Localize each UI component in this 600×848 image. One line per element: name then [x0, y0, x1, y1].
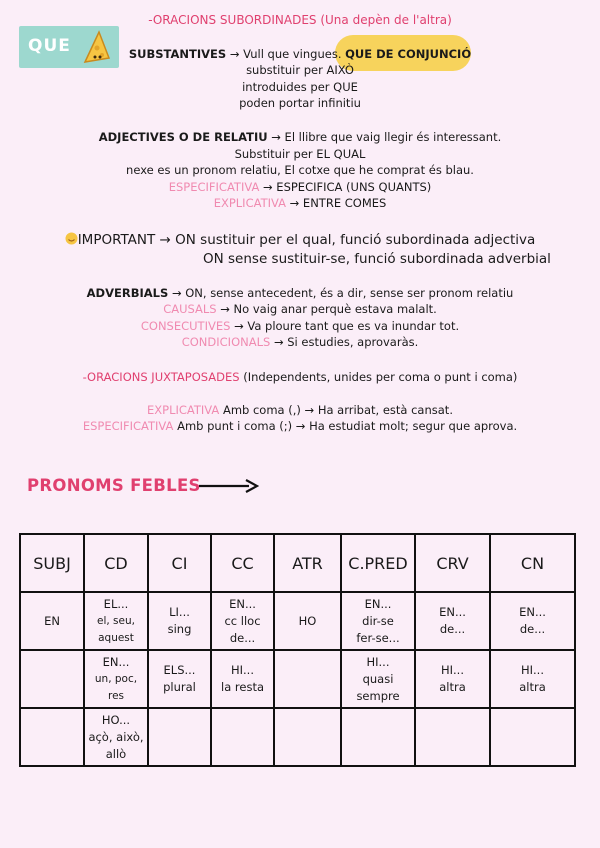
cell-ci-li — [148, 592, 211, 650]
juxt-especificativa-label: ESPECIFICATIVA — [82, 419, 174, 433]
header-subj: SUBJ — [20, 534, 84, 592]
cell-line: res — [107, 689, 125, 702]
adjectives-l3: nexe es un pronom relatiu, El cotxe que he comprat és blau. — [126, 163, 474, 177]
important-line-2: ON sense sustituir-se, funció subordinada adverbial — [203, 251, 551, 267]
cell-line: cc lloc — [224, 613, 261, 628]
consecutives-label: CONSECUTIVES — [140, 319, 231, 333]
cell-cc-hi — [211, 650, 274, 708]
header-cc: CC — [211, 534, 274, 592]
cell-line: dir-se — [362, 613, 394, 628]
cell-cn-hi — [490, 650, 575, 708]
adjectives-text: → El llibre que vaig llegir és interessant. — [271, 130, 502, 144]
cell-line: ELS... — [163, 663, 196, 677]
substantives-l3: introduides per QUE — [242, 80, 358, 94]
cell-cpred-en — [341, 592, 415, 650]
adverbials-label: ADVERBIALS — [86, 286, 169, 300]
cell-line: EL... — [103, 596, 129, 611]
juxtaposades-text: (Independents, unides per coma o punt i coma) — [243, 370, 518, 384]
header-ci: CI — [148, 534, 211, 592]
cell-line: EN... — [102, 654, 130, 669]
header-cd: CD — [84, 534, 148, 592]
cell-empty — [274, 650, 341, 708]
cell-crv-en — [415, 592, 490, 650]
header-cpred: C.PRED — [341, 534, 415, 592]
adverbials-text: → ON, sense antecedent, és a dir, sense ser pronom relatiu — [171, 286, 514, 300]
juxtaposades-line — [0, 369, 600, 385]
juxtaposades-label: -ORACIONS JUXTAPOSADES — [82, 370, 240, 384]
cell-subj-en: EN — [20, 592, 84, 650]
substantives-text: → Vull que vingues. — [229, 47, 342, 61]
header-atr: ATR — [274, 534, 341, 592]
explicativa-text: → ENTRE COMES — [289, 196, 387, 210]
cell-line: de... — [229, 630, 256, 645]
substantives-label: SUBSTANTIVES — [128, 47, 227, 61]
cell-line: altra — [519, 680, 546, 694]
substantives-l2: substituir per AIXÒ — [246, 63, 354, 77]
pronoms-table — [19, 533, 576, 767]
table-header-row — [20, 534, 575, 592]
cell-line: sing — [167, 622, 192, 636]
cell-empty — [490, 708, 575, 766]
substantives-l4: poden portar infinitiu — [239, 96, 361, 110]
highlight-text: QUE DE CONJUNCIÓ — [345, 47, 472, 61]
cell-line: açò, això, — [88, 729, 144, 744]
cell-line: HO... — [101, 712, 131, 727]
juxt-explicativa-line — [0, 402, 600, 418]
cell-empty — [341, 708, 415, 766]
cell-line: aquest — [98, 631, 134, 644]
adjectives-l2: Substituir per EL QUAL — [234, 147, 366, 161]
juxt-especificativa-line — [0, 418, 600, 434]
cell-ci-els — [148, 650, 211, 708]
cell-line: plural — [163, 680, 196, 694]
cell-line: HI... — [520, 663, 544, 677]
condicionals-line — [0, 334, 600, 350]
consecutives-text: → Va ploure tant que es va inundar tot. — [234, 319, 460, 333]
table-row — [20, 708, 575, 766]
causals-text: → No vaig anar perquè estava malalt. — [220, 302, 437, 316]
juxt-especificativa-text: Amb punt i coma (;) → Ha estudiat molt; segur que aprova. — [177, 419, 518, 433]
cell-line: EN... — [519, 605, 546, 619]
table-row — [20, 592, 575, 650]
cell-empty — [148, 708, 211, 766]
cell-empty — [20, 650, 84, 708]
cell-line: fer-se... — [356, 630, 400, 645]
cell-line: HI... — [366, 654, 390, 669]
causals-label: CAUSALS — [163, 302, 217, 316]
cell-line: EN... — [439, 605, 466, 619]
cell-line: allò — [105, 746, 127, 761]
cell-line: de... — [519, 622, 546, 636]
cell-cd-en — [84, 650, 148, 708]
cell-empty — [274, 708, 341, 766]
cell-line: de... — [439, 622, 466, 636]
cell-cd-el — [84, 592, 148, 650]
juxt-explicativa-label: EXPLICATIVA — [147, 403, 220, 417]
juxt-explicativa-text: Amb coma (,) → Ha arribat, està cansat. — [222, 403, 453, 417]
adjectives-label: ADJECTIVES O DE RELATIU — [98, 130, 268, 144]
cell-line: quasi — [362, 671, 394, 686]
cell-cd-ho — [84, 708, 148, 766]
explicativa-line — [0, 195, 600, 211]
header-crv: CRV — [415, 534, 490, 592]
explicativa-label: EXPLICATIVA — [213, 196, 286, 210]
important-text-1: IMPORTANT → ON sustituir per el qual, funció subordinada adjectiva — [77, 232, 536, 248]
condicionals-text: → Si estudies, aprovaràs. — [273, 335, 419, 349]
pronoms-febles-title: PRONOMS FEBLES — [27, 476, 201, 495]
cell-line: sempre — [356, 688, 400, 703]
cell-empty — [415, 708, 490, 766]
cell-crv-hi — [415, 650, 490, 708]
especificativa-line — [0, 179, 600, 195]
cell-line: HI... — [230, 663, 254, 677]
cell-cpred-hi — [341, 650, 415, 708]
especificativa-label: ESPECIFICATIVA — [168, 180, 260, 194]
smile-icon — [65, 232, 78, 245]
cell-line: altra — [439, 680, 466, 694]
cell-empty — [20, 708, 84, 766]
cell-line: el, seu, — [97, 614, 135, 627]
important-line-1 — [0, 230, 600, 250]
cell-cc-en — [211, 592, 274, 650]
adverbials-line — [0, 285, 600, 301]
cell-cn-en — [490, 592, 575, 650]
consecutives-line — [0, 318, 600, 334]
cell-line: un, poc, — [94, 672, 138, 685]
table-row — [20, 650, 575, 708]
adjectives-line — [0, 129, 600, 145]
cell-line: la resta — [221, 680, 264, 694]
condicionals-label: CONDICIONALS — [181, 335, 271, 349]
section-title-subordinades: -ORACIONS SUBORDINADES (Una depèn de l'altra) — [148, 13, 452, 27]
cell-line: LI... — [169, 605, 190, 619]
header-cn: CN — [490, 534, 575, 592]
cell-line: EN... — [364, 596, 392, 611]
logo-text: QUE — [28, 36, 71, 56]
arrow-right-icon — [199, 478, 259, 494]
especificativa-text: → ESPECIFICA (UNS QUANTS) — [263, 180, 432, 194]
cell-line: EN... — [229, 596, 256, 611]
cell-empty — [211, 708, 274, 766]
substantives-line — [0, 46, 600, 62]
cell-line: HI... — [440, 663, 464, 677]
causals-line — [0, 301, 600, 317]
cell-atr-ho: HO — [274, 592, 341, 650]
